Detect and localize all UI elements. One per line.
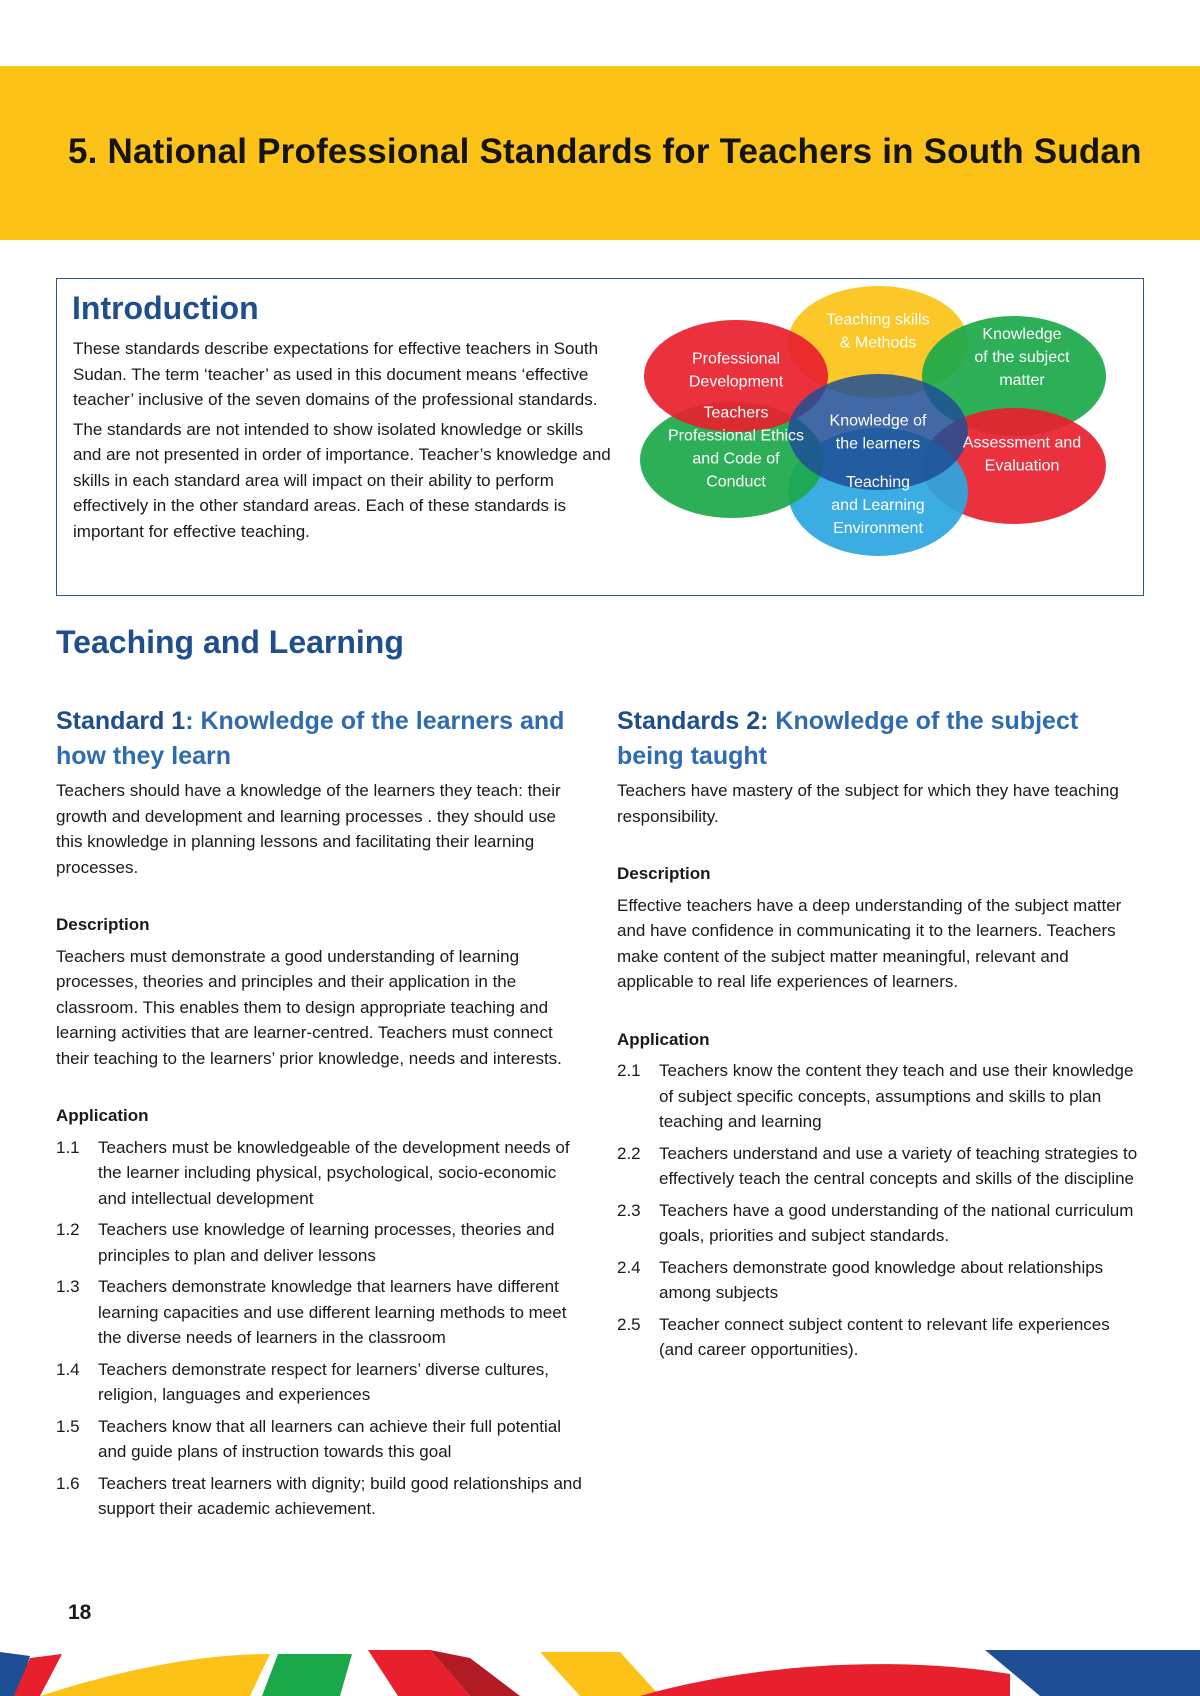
item-number: 2.4 [617,1257,641,1277]
item-text: Teachers demonstrate respect for learners’ diverse cultures, religion, languages and experiences [98,1359,550,1404]
chapter-number: 5. [68,132,98,171]
standard-1-application-list [56,1135,586,1522]
list-item [56,1471,586,1522]
standard-2-application-list [617,1058,1147,1363]
list-item [56,1135,586,1212]
introduction-paragraph-2: The standards are not intended to show isolated knowledge or skills and are not presented in order of importance. Teacher’s knowledge and skills in each standard area will impact on their ability to perform effectively in the other standard areas. Each of these standards is important for effective teaching. [73,419,611,541]
domain-label-line: Knowledge of [829,412,927,430]
item-text: Teachers treat learners with dignity; build good relationships and support their academic achievement. [98,1473,582,1518]
introduction-text [73,336,613,548]
item-text: Teachers demonstrate knowledge that learners have different learning capacities and use different learning methods to meet the diverse needs of learners in the classroom [98,1277,567,1347]
domain-label-line: Teachers [703,404,769,422]
standard-1-intro: Teachers should have a knowledge of the learners they teach: their growth and development and learning processes . they should use this knowledge in planning lessons and facilitating their learning processes. [56,781,561,877]
item-text: Teachers must be knowledgeable of the development needs of the learner including physical, psychological, socio-economic and intellectual development [98,1137,570,1208]
standard-2-label: Standards 2: [617,707,769,735]
standard-2-description: Effective teachers have a deep understanding of the subject matter and have confidence in communicating it to the learners. Teachers make content of the subject matter meaningful, relevant and applicable to real life experiences of learners. [617,895,1122,991]
section-heading: Teaching and Learning [56,624,404,660]
list-item [56,1414,586,1465]
list-item [56,1217,586,1268]
item-number: 1.4 [56,1359,80,1379]
list-item [617,1058,1147,1135]
domain-label-line: Professional Ethics [667,427,805,445]
standard-2-description-heading: Description [617,864,711,883]
footer-wave-red [640,1664,1010,1696]
footer-decoration [0,1640,1200,1696]
item-number: 1.5 [56,1416,80,1436]
domain-label-line: Knowledge [982,326,1062,343]
domain-label-line: Professional [691,350,781,368]
item-number: 1.1 [56,1137,80,1157]
introduction-paragraph-1: These standards describe expectations for effective teachers in South Sudan. The term ‘teacher’ as used in this document means ‘effective teacher’ inclusive of the seven domains of the professional standards. [73,339,599,409]
chapter-title-text: National Professional Standards for Teachers in South Sudan [107,132,1142,171]
domain-label-line: Conduct [706,473,766,491]
item-text: Teachers use knowledge of learning processes, theories and principles to plan and deliver lessons [98,1220,555,1265]
item-number: 1.3 [56,1277,80,1296]
standard-1-description: Teachers must demonstrate a good understanding of learning processes, theories and principles and their application in the classroom. This enables them to design appropriate teaching and learning activities that are learner-centred. Teachers must connect their teaching to the learners’ prior knowledge, needs and interests. [56,946,562,1068]
standard-1-description-heading: Description [56,915,150,934]
domain-label-line: and Code of [692,450,780,468]
list-item [617,1198,1147,1249]
standard-2-intro: Teachers have mastery of the subject for which they have teaching responsibility. [617,781,1119,826]
item-text: Teachers have a good understanding of the national curriculum goals, priorities and subject standards. [659,1200,1134,1245]
domain-label-line: Assessment and [962,434,1082,452]
item-number: 2.1 [617,1061,641,1080]
domain-label-line: of the subject [974,349,1070,366]
standard-1-application-heading: Application [56,1106,149,1125]
standard-1-title [56,704,586,774]
page-number: 18 [68,1601,92,1624]
standard-1-title-text: : Knowledge of the learners and how they learn [56,707,565,770]
footer-stripe-yellow [540,1652,660,1696]
domain-label-line: matter [999,372,1045,389]
footer-stripe-green [262,1654,352,1696]
domain-label-line: the learners [835,435,921,453]
list-item [56,1274,586,1351]
item-text: Teachers know the content they teach and use their knowledge of subject specific concepts, assumptions and skills to plan teaching and learning [659,1061,1134,1131]
domain-knowledge-of-learners-circle [788,374,968,490]
item-text: Teacher connect subject content to relevant life experiences (and career opportunities). [659,1314,1110,1359]
item-number: 2.3 [617,1200,641,1220]
footer-stripe-blue-right [985,1650,1200,1696]
domain-label-line: Evaluation [984,457,1060,475]
domain-label-line: Environment [833,520,923,537]
list-item [56,1357,586,1408]
domain-label-line: and Learning [831,497,925,514]
chapter-title [68,132,1142,172]
standard-2-title [617,704,1147,774]
standard-2-column [617,704,1147,1369]
item-text: Teachers understand and use a variety of teaching strategies to effectively teach the central concepts and skills of the discipline [659,1143,1138,1188]
standard-1-column [56,704,586,1528]
domains-diagram [640,284,1120,590]
footer-wave-yellow [40,1654,270,1696]
item-text: Teachers know that all learners can achieve their full potential and guide plans of instruction towards this goal [98,1416,562,1461]
item-number: 2.2 [617,1143,641,1163]
list-item [617,1255,1147,1306]
item-number: 2.5 [617,1314,641,1334]
standard-2-application-heading: Application [617,1029,710,1049]
item-number: 1.6 [56,1473,80,1493]
item-number: 1.2 [56,1220,80,1239]
standard-1-label: Standard 1 [56,707,186,735]
domain-label-line: & Methods [839,334,917,352]
domain-label-line: Development [688,373,784,391]
introduction-heading: Introduction [72,290,259,326]
standard-2-title-text: Knowledge of the subject being taught [617,707,1079,770]
list-item [617,1312,1147,1363]
item-text: Teachers demonstrate good knowledge about relationships among subjects [659,1257,1104,1302]
domain-label-line: Teaching skills [826,311,930,329]
list-item [617,1141,1147,1192]
domain-label-line: Teaching [845,474,911,491]
